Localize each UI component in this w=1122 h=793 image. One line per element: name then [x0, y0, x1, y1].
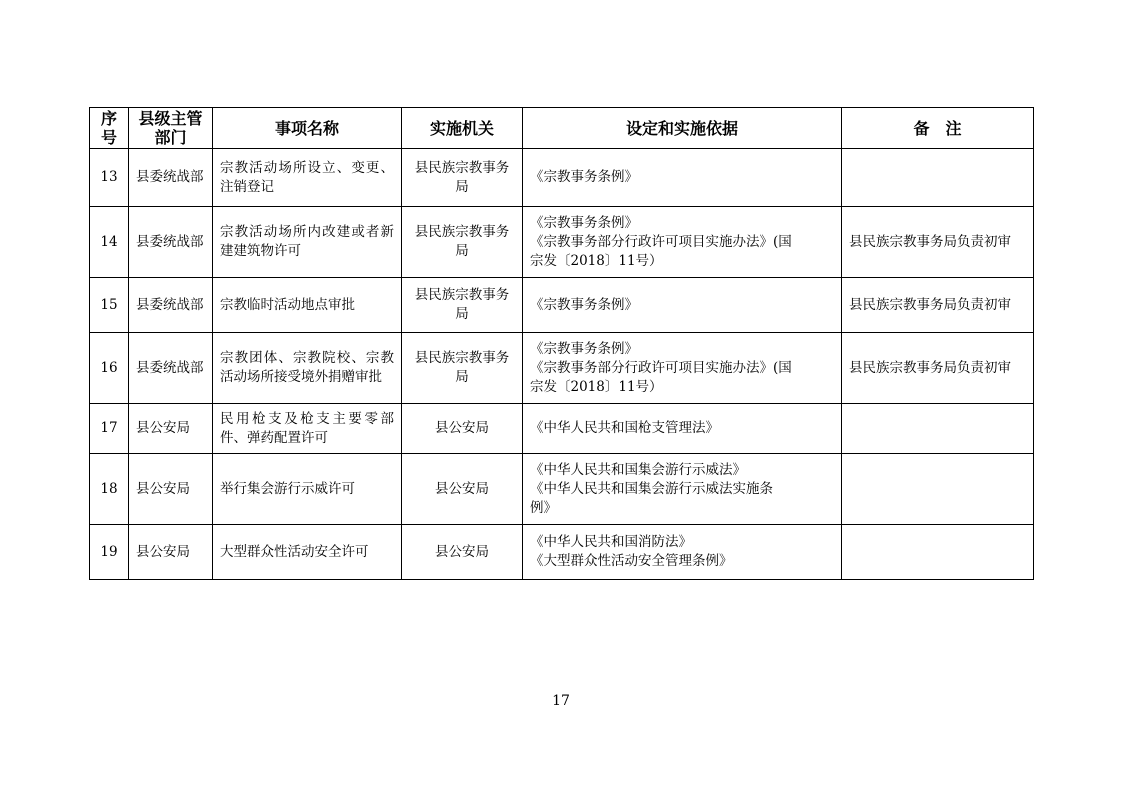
row-remark: 县民族宗教事务局负责初审 — [842, 207, 1034, 278]
table-row — [90, 525, 1034, 580]
basis-line: 宗发〔2018〕11号） — [530, 252, 663, 269]
row-org: 县民族宗教事务局 — [402, 278, 523, 333]
row-item-name: 举行集会游行示威许可 — [213, 454, 402, 525]
header-basis: 设定和实施依据 — [523, 108, 842, 149]
basis-line: 《中华人民共和国集会游行示威法》 — [530, 461, 746, 478]
basis-line: 《中华人民共和国枪支管理法》 — [530, 420, 719, 436]
row-dept: 县委统战部 — [129, 278, 213, 333]
basis-line: 《宗教事务部分行政许可项目实施办法》(国 — [530, 233, 792, 250]
row-number: 17 — [90, 404, 129, 454]
row-dept: 县委统战部 — [129, 149, 213, 207]
row-dept: 县委统战部 — [129, 207, 213, 278]
basis-line: 《宗教事务条例》 — [530, 214, 638, 231]
row-item-name: 宗教活动场所内改建或者新建建筑物许可 — [213, 207, 402, 278]
row-basis — [523, 454, 842, 525]
row-item-name: 宗教团体、宗教院校、宗教活动场所接受境外捐赠审批 — [213, 333, 402, 404]
row-remark — [842, 149, 1034, 207]
table-row — [90, 404, 1034, 454]
table-row — [90, 333, 1034, 404]
row-basis — [523, 333, 842, 404]
header-row — [90, 108, 1034, 149]
row-number: 18 — [90, 454, 129, 525]
basis-line: 《中华人民共和国消防法》 — [530, 534, 692, 550]
row-item-name: 民用枪支及枪支主要零部件、弹药配置许可 — [213, 404, 402, 454]
basis-line: 宗发〔2018〕11号） — [530, 378, 663, 395]
row-item-name: 大型群众性活动安全许可 — [213, 525, 402, 580]
header-seq: 序号 — [90, 108, 129, 149]
table-row — [90, 149, 1034, 207]
row-basis — [523, 207, 842, 278]
row-number: 14 — [90, 207, 129, 278]
row-org: 县公安局 — [402, 454, 523, 525]
row-remark — [842, 454, 1034, 525]
row-dept: 县公安局 — [129, 404, 213, 454]
row-number: 16 — [90, 333, 129, 404]
basis-line: 《宗教事务部分行政许可项目实施办法》(国 — [530, 359, 792, 376]
row-number: 13 — [90, 149, 129, 207]
row-remark — [842, 525, 1034, 580]
table-row — [90, 207, 1034, 278]
header-dept: 县级主管部门 — [129, 108, 213, 149]
row-dept: 县委统战部 — [129, 333, 213, 404]
basis-line: 《大型群众性活动安全管理条例》 — [530, 553, 733, 569]
row-remark: 县民族宗教事务局负责初审 — [842, 333, 1034, 404]
header-org: 实施机关 — [402, 108, 523, 149]
row-org: 县民族宗教事务局 — [402, 207, 523, 278]
row-dept: 县公安局 — [129, 454, 213, 525]
row-remark — [842, 404, 1034, 454]
row-dept: 县公安局 — [129, 525, 213, 580]
row-org: 县民族宗教事务局 — [402, 333, 523, 404]
row-basis — [523, 149, 842, 207]
permit-items-table — [89, 107, 1034, 580]
row-org: 县公安局 — [402, 404, 523, 454]
row-org: 县公安局 — [402, 525, 523, 580]
row-basis — [523, 404, 842, 454]
row-basis — [523, 525, 842, 580]
row-number: 15 — [90, 278, 129, 333]
basis-line: 《中华人民共和国集会游行示威法实施条 — [530, 480, 773, 497]
row-item-name: 宗教活动场所设立、变更、注销登记 — [213, 149, 402, 207]
basis-line: 例》 — [530, 499, 557, 516]
basis-line: 《宗教事务条例》 — [530, 340, 638, 357]
row-remark: 县民族宗教事务局负责初审 — [842, 278, 1034, 333]
table-row — [90, 278, 1034, 333]
header-remark: 备 注 — [842, 108, 1034, 149]
row-org: 县民族宗教事务局 — [402, 149, 523, 207]
row-basis — [523, 278, 842, 333]
basis-line: 《宗教事务条例》 — [530, 296, 638, 313]
page-number: 17 — [552, 693, 570, 709]
row-item-name: 宗教临时活动地点审批 — [213, 278, 402, 333]
table-row — [90, 454, 1034, 525]
header-item: 事项名称 — [213, 108, 402, 149]
basis-line: 《宗教事务条例》 — [530, 169, 638, 185]
row-number: 19 — [90, 525, 129, 580]
